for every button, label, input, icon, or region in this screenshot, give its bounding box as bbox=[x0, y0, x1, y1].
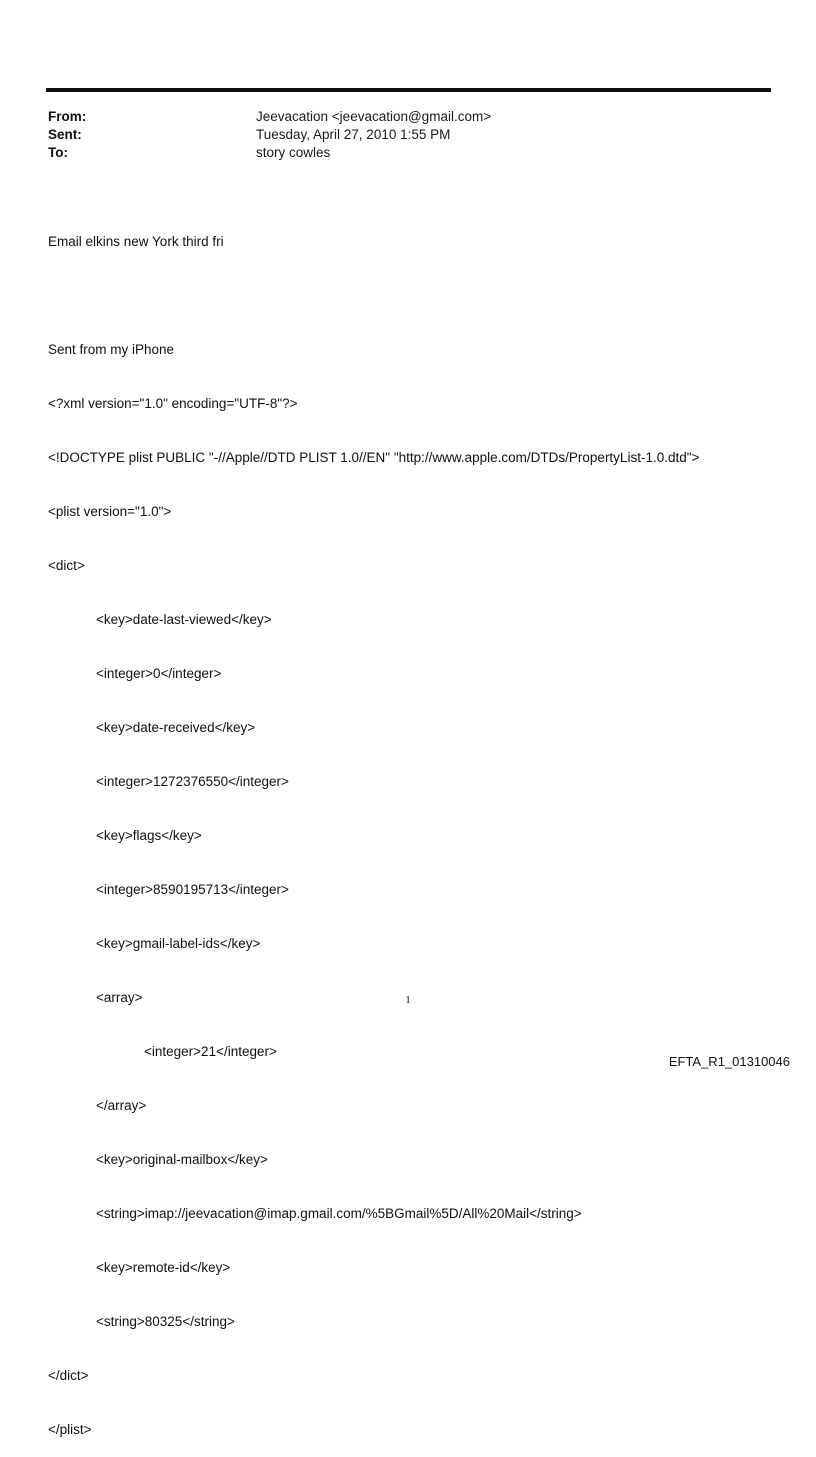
plist-line: <integer>8590195713</integer> bbox=[96, 882, 289, 897]
plist-line: <key>gmail-label-ids</key> bbox=[96, 936, 261, 951]
plist-line: <key>original-mailbox</key> bbox=[96, 1152, 268, 1167]
header-divider bbox=[46, 88, 771, 92]
message-text: Email elkins new York third fri bbox=[48, 234, 224, 249]
plist-line: <integer>1272376550</integer> bbox=[96, 774, 289, 789]
plist-line: <key>flags</key> bbox=[96, 828, 202, 843]
document-id: EFTA_R1_01310046 bbox=[668, 1054, 790, 1069]
to-label: To: bbox=[48, 145, 68, 160]
plist-line: <key>date-last-viewed</key> bbox=[96, 612, 272, 627]
blank-line bbox=[48, 287, 778, 305]
to-value: story cowles bbox=[256, 145, 331, 160]
plist-close-line: </plist> bbox=[48, 1422, 92, 1437]
email-body bbox=[48, 197, 778, 1457]
to-row bbox=[48, 144, 768, 162]
plist-line: <integer>0</integer> bbox=[96, 666, 222, 681]
plist-line: <integer>21</integer> bbox=[144, 1044, 277, 1059]
from-label: From: bbox=[48, 109, 87, 124]
sent-label: Sent: bbox=[48, 127, 82, 142]
plist-line: <string>80325</string> bbox=[96, 1314, 235, 1329]
dict-close-line: </dict> bbox=[48, 1368, 89, 1383]
plist-line: <string>imap://jeevacation@imap.gmail.com/%5BGmail%5D/All%20Mail</string> bbox=[96, 1206, 582, 1221]
plist-open-line: <plist version="1.0"> bbox=[48, 504, 172, 519]
from-value: Jeevacation <jeevacation@gmail.com> bbox=[256, 109, 492, 124]
page-number: 1 bbox=[405, 994, 411, 1006]
plist-line: <array> bbox=[96, 990, 143, 1005]
sent-row bbox=[48, 126, 768, 144]
email-header bbox=[48, 108, 768, 162]
plist-line: <key>date-received</key> bbox=[96, 720, 256, 735]
plist-line: <key>remote-id</key> bbox=[96, 1260, 231, 1275]
from-row bbox=[48, 108, 768, 126]
dict-open-line: <dict> bbox=[48, 558, 85, 573]
signature-text: Sent from my iPhone bbox=[48, 342, 175, 357]
doctype-line: <!DOCTYPE plist PUBLIC "-//Apple//DTD PLIST 1.0//EN" "http://www.apple.com/DTDs/PropertyList-1.0.dtd"> bbox=[48, 450, 700, 465]
plist-line: </array> bbox=[96, 1098, 147, 1113]
xml-declaration-line: <?xml version="1.0" encoding="UTF-8"?> bbox=[48, 396, 298, 411]
sent-value: Tuesday, April 27, 2010 1:55 PM bbox=[256, 127, 451, 142]
